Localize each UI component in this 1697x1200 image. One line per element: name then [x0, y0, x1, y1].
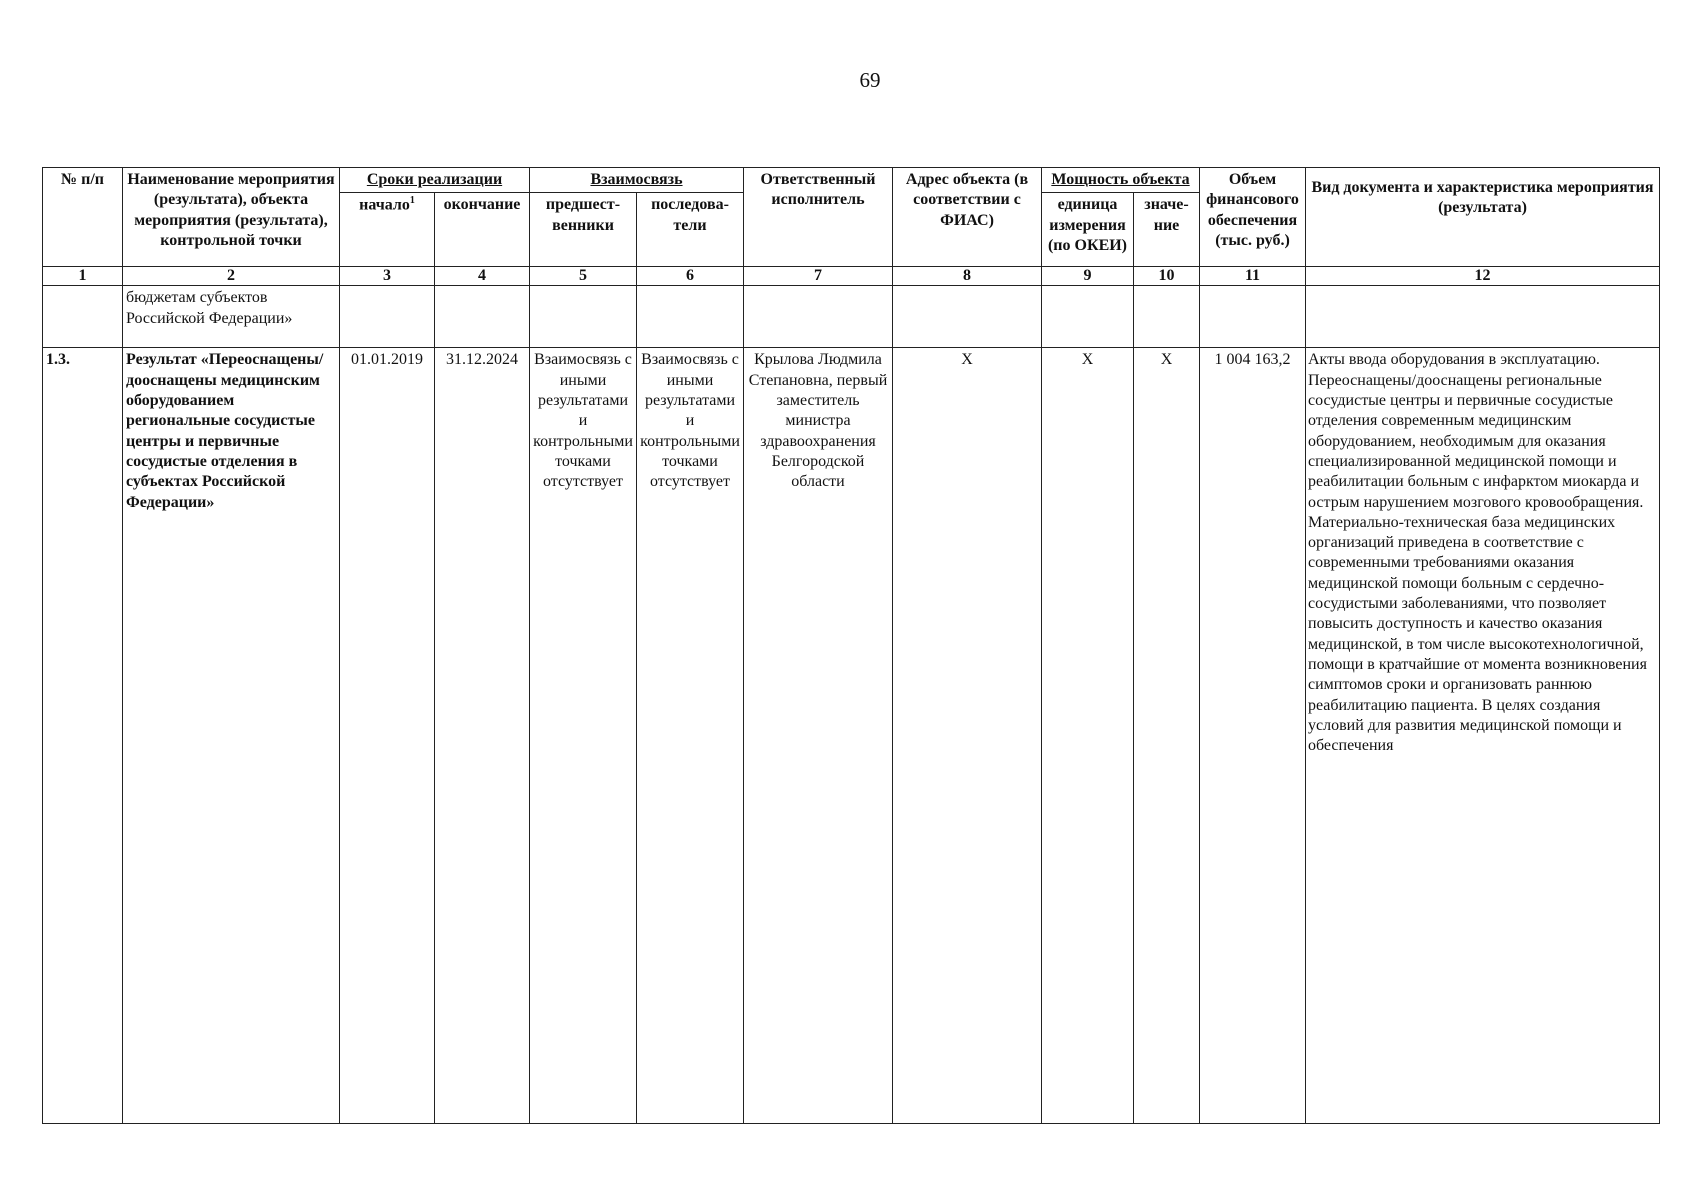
- header-start: [340, 193, 435, 267]
- header-predecessors: предшест-венники: [530, 193, 637, 267]
- cell-empty: [637, 286, 744, 348]
- header-value: значе-ние: [1134, 193, 1200, 267]
- header-responsible: Ответственный исполнитель: [744, 168, 893, 267]
- cell-empty: [43, 286, 123, 348]
- column-number-row: [43, 267, 1660, 286]
- row-value: X: [1134, 348, 1200, 1124]
- cell-empty: [893, 286, 1042, 348]
- cell-empty: [530, 286, 637, 348]
- column-number: 6: [637, 267, 744, 286]
- cell-empty: [1042, 286, 1134, 348]
- row-start-date: 01.01.2019: [340, 348, 435, 1124]
- header-start-footnote: 1: [409, 195, 415, 207]
- cell-empty: [1306, 286, 1660, 348]
- header-terms: Сроки реализации: [340, 168, 530, 193]
- column-number: 5: [530, 267, 637, 286]
- column-number: 1: [43, 267, 123, 286]
- row-finance: 1 004 163,2: [1200, 348, 1306, 1124]
- row-predecessors: Взаимосвязь с иными результатами и контрольными точками отсутствует: [530, 348, 637, 1124]
- cell-empty: [435, 286, 530, 348]
- header-doc-type: Вид документа и характеристика мероприятия (результата): [1306, 168, 1660, 267]
- cell-empty: [340, 286, 435, 348]
- row-unit: X: [1042, 348, 1134, 1124]
- header-successors: последова-тели: [637, 193, 744, 267]
- header-num: № п/п: [43, 168, 123, 267]
- column-number: 7: [744, 267, 893, 286]
- column-number: 10: [1134, 267, 1200, 286]
- header-capacity: Мощность объекта: [1042, 168, 1200, 193]
- continuation-row: [43, 286, 1660, 348]
- cell-empty: [1134, 286, 1200, 348]
- row-successors: Взаимосвязь с иными результатами и контрольными точками отсутствует: [637, 348, 744, 1124]
- header-start-label: начало: [359, 196, 410, 214]
- row-responsible: Крылова Людмила Степановна, первый заместитель министра здравоохранения Белгородской области: [744, 348, 893, 1124]
- header-end: окончание: [435, 193, 530, 267]
- header-row-1: [43, 168, 1660, 193]
- row-num: 1.3.: [43, 348, 123, 1124]
- continuation-name: бюджетам субъектов Российской Федерации»: [123, 286, 340, 348]
- header-name: Наименование мероприятия (результата), объекта мероприятия (результата), контрольной точки: [123, 168, 340, 267]
- row-doc-type: Акты ввода оборудования в эксплуатацию. Переоснащены/дооснащены региональные сосудистые центры и первичные сосудистые отделения современным медицинским оборудованием, необходимым для оказания специализированной медицинской помощи и реабилитации больным с инфарктом миокарда и острым нарушением мозгового кровообращения. Материально-техническая база медицинских организаций приведена в соответствие с современными требованиями оказания медицинской помощи больным с сердечно-сосудистыми заболеваниями, что позволяет повысить доступность и качество оказания медицинской, в том числе высокотехнологичной, помощи в кратчайшие от момента возникновения симптомов сроки и организовать раннюю реабилитацию пациента. В целях создания условий для развития медицинской помощи и обеспечения: [1306, 348, 1660, 1124]
- header-relation: Взаимосвязь: [530, 168, 744, 193]
- row-name: Результат «Переоснащены/дооснащены медицинским оборудованием региональные сосудистые центры и первичные сосудистые отделения в субъектах Российской Федерации»: [123, 348, 340, 1124]
- row-1-3: [43, 348, 1660, 1124]
- plan-table-container: [42, 167, 1660, 1124]
- column-number: 11: [1200, 267, 1306, 286]
- column-number: 9: [1042, 267, 1134, 286]
- column-number: 2: [123, 267, 340, 286]
- header-unit: единица измерения (по ОКЕИ): [1042, 193, 1134, 267]
- cell-empty: [744, 286, 893, 348]
- column-number: 3: [340, 267, 435, 286]
- row-end-date: 31.12.2024: [435, 348, 530, 1124]
- row-address: X: [893, 348, 1042, 1124]
- column-number: 8: [893, 267, 1042, 286]
- column-number: 4: [435, 267, 530, 286]
- cell-empty: [1200, 286, 1306, 348]
- header-finance: Объем финансового обеспечения (тыс. руб.): [1200, 168, 1306, 267]
- column-number: 12: [1306, 267, 1660, 286]
- header-address: Адрес объекта (в соответствии с ФИАС): [893, 168, 1042, 267]
- page-number: 69: [859, 68, 881, 92]
- plan-table: [42, 167, 1660, 1124]
